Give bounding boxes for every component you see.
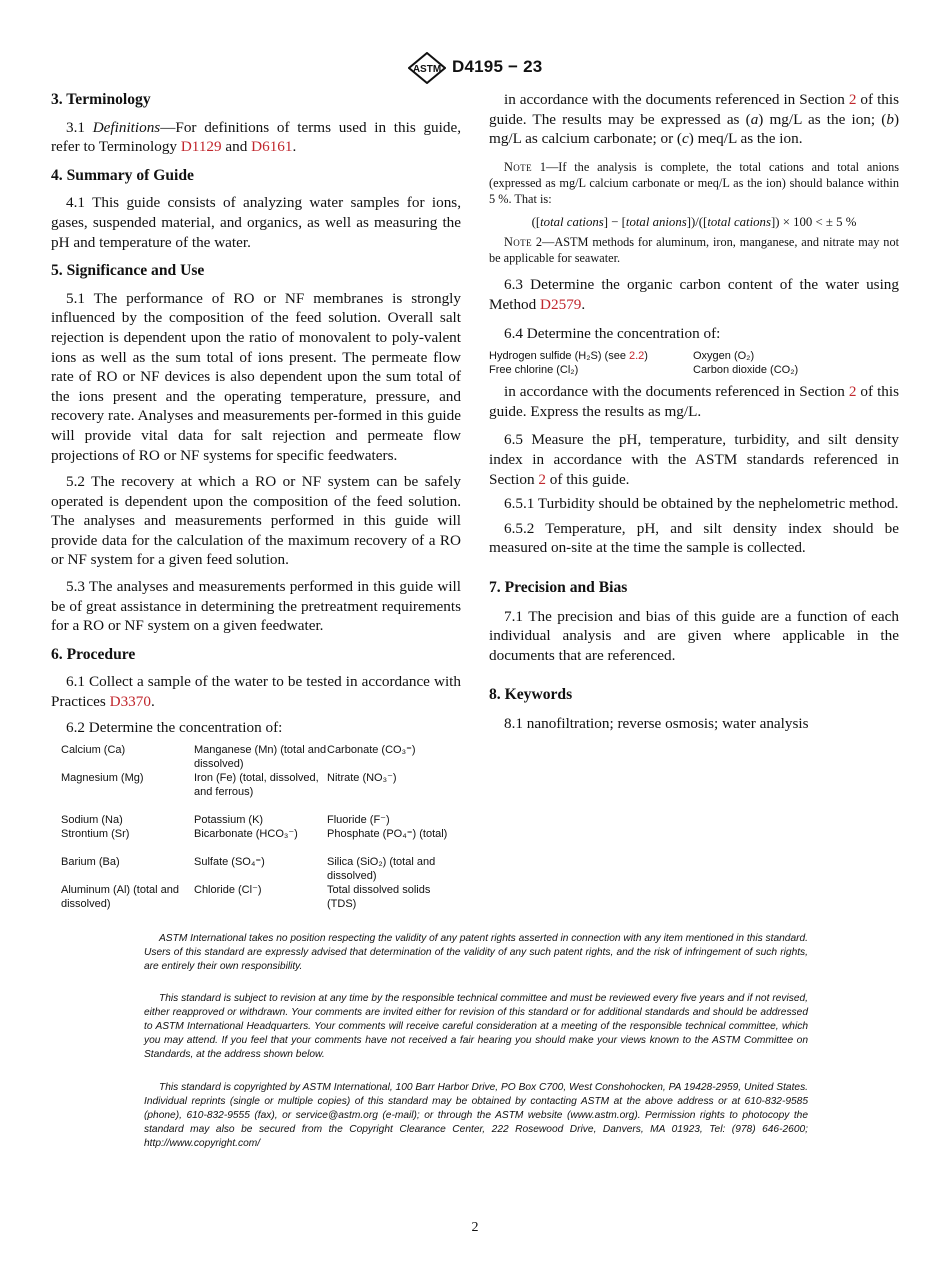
section-4-heading: 4. Summary of Guide [51,166,194,184]
table-cell: Chloride (Cl⁻) [194,884,262,897]
gases-table [489,349,899,377]
para-6-4: 6.4 Determine the concentration of: [504,324,721,342]
table-cell: Iron (Fe) (total, dissolved, and ferrous) [194,772,319,799]
para-6-5-2: 6.5.2 Temperature, pH, and silt density index should be measured on-site at the time the sample is collected. [489,519,899,557]
para-6-5-1: 6.5.1 Turbidity should be obtained by the nephelometric method. [504,495,899,513]
table-row [61,855,457,883]
table-cell: Aluminum (Al) (total and dissolved) [61,884,179,911]
balance-equation: ([total cations] − [total anions])/([total cations]) × 100 < ± 5 % [531,214,857,229]
table-cell: Free chlorine (Cl₂) [489,364,579,377]
note-2: Note 2—ASTM methods for aluminum, iron, manganese, and nitrate may not be applicable for seawater. [489,235,900,266]
para-5-1: 5.1 The performance of RO or NF membranes is strongly influenced by the composition of the feed solution. Overall salt rejection is dependent upon the ratio of monovalent to poly-valent ions as well as the sum total of ions present. The permeate flow rate of RO or NF devices is also dependent upon the sum total of the ions present and the operating temperature, pressure, and recovery rate. Analyses and measurements per-formed in this guide will provide vital data for salt rejection and permeate flow projections of RO or NF systems for specific feedwaters. [51,289,461,464]
para-6-2: 6.2 Determine the concentration of: [66,718,283,736]
section-7-heading: 7. Precision and Bias [489,578,628,596]
ions-table [61,743,461,911]
table-cell: Hydrogen sulfide (H₂S) (see 2.2) [489,350,648,363]
table-cell: Total dissolved solids (TDS) [327,884,431,911]
table-row [61,827,457,855]
para-5-3: 5.3 The analyses and measurements performed in this guide will be of great assistance in determining the pretreatment requirements for a RO or NF system on a given feedwater. [51,578,461,635]
section-3-heading: 3. Terminology [51,91,151,108]
para-8-1: 8.1 nanofiltration; reverse osmosis; water analysis [504,714,809,732]
table-cell: Oxygen (O₂) [693,350,755,363]
para-3-1: 3.1 Definitions—For definitions of terms used in this guide, refer to Terminology D1129 and D6161. [51,118,461,156]
section-2-link[interactable]: 2 [848,383,857,401]
para-4-1: 4.1 This guide consists of analyzing water samples for ions, gases, suspended material, and organics, as well as measuring the pH and temperature of the water. [51,194,461,251]
table-row [489,349,798,363]
table-row [61,743,457,771]
table-cell: Fluoride (F⁻) [327,814,390,827]
document-id: D4195 − 23 [452,57,543,76]
table-row [61,883,457,911]
table-cell: Carbonate (CO₃⁼) [327,744,416,757]
ref-d6161-link[interactable]: D6161 [251,138,293,156]
para-6-3: 6.3 Determine the organic carbon content of the water using Method D2579. [489,276,899,313]
right-column [489,90,899,733]
table-cell: Potassium (K) [194,814,264,827]
table-cell: Calcium (Ca) [61,744,126,757]
ref-d3370-link[interactable]: D3370 [109,693,151,711]
table-cell: Manganese (Mn) (total and dissolved) [194,744,327,771]
ref-d1129-link[interactable]: D1129 [180,138,222,156]
note-1: Note 1—If the analysis is complete, the total cations and total anions (expressed as mg/L calcium carbonate or meq/L as the ion) should balance within 5 %. That is: [489,159,900,206]
table-cell: Sulfate (SO₄⁼) [194,856,265,869]
table-row [61,771,457,813]
left-column [51,90,461,911]
legal-notice-revision: This standard is subject to revision at any time by the responsible technical committee and must be reviewed every five years and if not revised, either reapproved or withdrawn. Your comments are invited either for revision of this standard or for additional standards and should be addressed to ASTM International Headquarters. Your comments will receive careful consideration at a meeting of the responsible technical committee, which you may attend. If you feel that your comments have not received a fair hearing you should make your views known to the ASTM Committee on Standards, at the address shown below. [144,993,808,1060]
section-2-link[interactable]: 2 [538,470,546,488]
legal-notice-copyright: This standard is copyrighted by ASTM International, 100 Barr Harbor Drive, PO Box C700, West Conshohocken, PA 19428-2959, United States. Individual reprints (single or multiple copies) of this standard may be obtained by contacting ASTM at the above address or at 610-832-9585 (phone), 610-832-9555 (fax), or service@astm.org (e-mail); or through the ASTM website (www.astm.org). Permission rights to photocopy the standard may also be secured from the Copyright Clearance Center, 222 Rosewood Drive, Danvers, MA 01923, Tel: (978) 646-2600; http://www.copyright.com/ [144,1082,808,1149]
para-5-2: 5.2 The recovery at which a RO or NF system can be safely operated is dependent upon the composition of the feed solution. The analyses and measurements performed in this guide will provide data for the calculation of the maximum recovery of a RO or NF system for a given feed solution. [51,473,461,569]
table-cell: Sodium (Na) [61,814,123,827]
table-cell: Bicarbonate (HCO₃⁻) [194,828,298,841]
para-6-5: 6.5 Measure the pH, temperature, turbidity, and silt density index in accordance with the ASTM standards referenced in Section 2 of this guide. [489,431,899,488]
section-8-heading: 8. Keywords [489,686,573,704]
table-cell: Nitrate (NO₃⁻) [327,772,397,785]
para-6-4-continued: in accordance with the documents referenced in Section 2 of this guide. Express the results as mg/L. [489,383,900,420]
svg-text:ASTM: ASTM [412,64,442,75]
table-row [489,363,798,377]
astm-logo-icon [408,52,446,84]
para-6-2-continued: in accordance with the documents referenced in Section 2 of this guide. The results may be expressed as (a) mg/L as the ion; (b) mg/L as calcium carbonate; or (c) meq/L as the ion. [489,91,900,148]
section-5-heading: 5. Significance and Use [51,262,205,280]
ref-2-2-link[interactable]: 2.2 [629,350,645,363]
legal-notice-patent: ASTM International takes no position respecting the validity of any patent rights asserted in connection with any item mentioned in this standard. Users of this standard are expressly advised that determination of the validity of any such patent rights, and the risk of infringement of such rights, are entirely their own responsibility. [144,933,808,972]
page-number: 2 [471,1220,479,1235]
table-cell: Carbon dioxide (CO₂) [693,364,799,377]
ref-d2579-link[interactable]: D2579 [540,295,582,313]
section-6-heading: 6. Procedure [51,645,136,663]
table-cell: Phosphate (PO₄⁼) (total) [327,828,448,841]
para-7-1: 7.1 The precision and bias of this guide are a function of each individual analysis and are given where applicable in the documents that are referenced. [489,607,899,664]
table-cell: Strontium (Sr) [61,828,130,841]
table-cell: Barium (Ba) [61,856,120,869]
table-cell: Silica (SiO₂) (total and dissolved) [327,856,436,883]
page-header [0,55,950,85]
table-cell: Magnesium (Mg) [61,772,144,785]
para-6-1: 6.1 Collect a sample of the water to be tested in accordance with Practices D3370. [51,673,461,711]
section-2-link[interactable]: 2 [848,91,857,108]
table-row [61,813,457,827]
